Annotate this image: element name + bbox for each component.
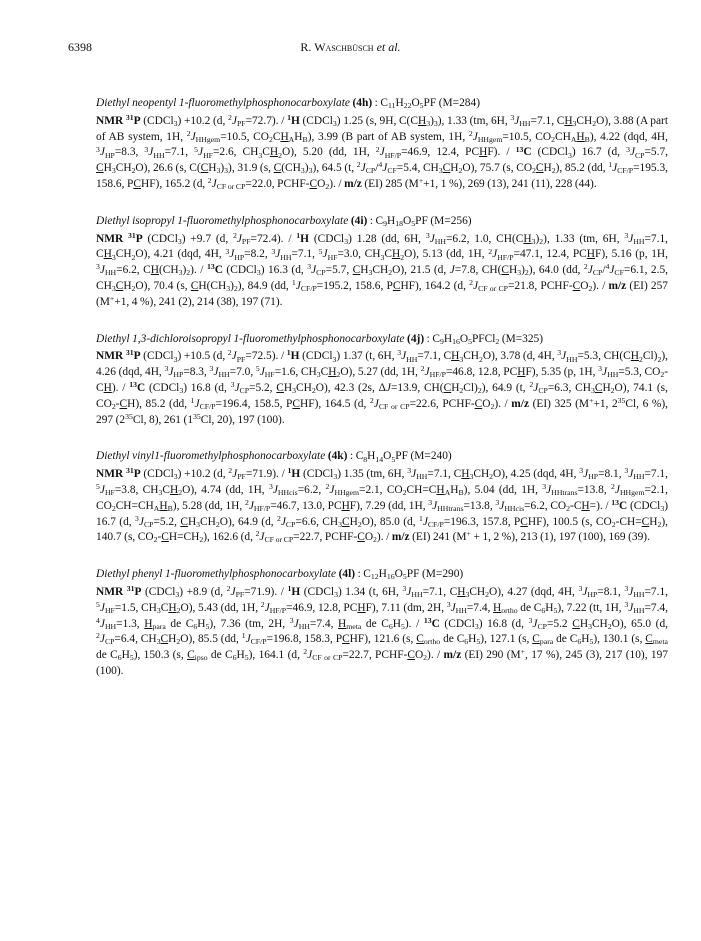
compound-entry-4h: [96, 96, 668, 193]
spectral-data: NMR $^{31}$P (CDCl$_3$) +8.9 (d, $^2J_{PF}=71.9$). / $^1$H (CDCl$_3$) 1.34 (t, 6H, $^3J_{HH}=7.1$, $CH_3CH_2O$), 4.27 (dqd, 4H, $^3J_{HP}=8.1$, $^3J_{HH}=7.1$, $^5J_{HF}=1.5$, $CH_3CH_2O$), 5.43 (dd, 1H, $^2J_{HF/P}=46.9$, 12.8, PCHF), 7.11 (dm, 2H, $^3J_{HH}=7.4$, $H_{ortho}$ de $C_6H_5$), 7.22 (tt, 1H, $^3J_{HH}=7.4$, $^4J_{HH}=1.3$, $H_{para}$ de $C_6H_5$), 7.36 (tm, 2H, $^3J_{HH}=7.4$, $H_{meta}$ de $C_6H_5$). / $^{13}$C (CDCl$_3$) 16.8 (d, $^3J_{CP}=5.2$ $CH_3CH_2O$), 65.0 (d, $^2J_{CP}=6.4$, $CH_3CH_2O$), 85.5 (dd, $^1J_{CF/P}=196.8$, 158.3, PCHF), 121.6 (s, $C_{ortho}$ de $C_6H_5$), 127.1 (s, $C_{para}$ de $C_6H_5$), 130.1 (s, $C_{meta}$ de $C_6H_5$), 150.3 (s, $C_{ipso}$ de $C_6H_5$), 164.1 (d, $^2J_{CF or CP}=22.7$, PCHF-$CO_2$). / m/z (EI) 290 (M+, 17 %), 245 (3), 217 (10), 197 (100).: [96, 584, 668, 677]
compound-title: Diethyl isopropyl 1-fluoromethylphosphonocarboxylate (4i) : $C_9H_{18}O_5PF$ (M=256): [96, 214, 472, 228]
spectral-data: NMR $^{31}$P (CDCl$_3$) +10.2 (d, $^2J_{PF}=72.7$). / $^1$H (CDCl$_3$) 1.25 (s, 9H, $C(CH_3)_3$), 1.33 (tm, 6H, $^3J_{HH}=7.1$, $CH_3CH_2O$), 3.88 (A part of AB system, 1H, $^2J_{HHgem}=10.5$, $CO_2CH_AH_B$), 3.99 (B part of AB system, 1H, $^2J_{HHgem}=10.5$, $CO_2CH_AH_B$), 4.22 (dqd, 4H, $^3J_{HP}=8.3$, $^3J_{HH}=7.1$, $^5J_{HF}=2.6$, $CH_3CH_2O$), 5.20 (dd, 1H, $^2J_{HF/P}=46.9$, 12.4, PCHF). / $^{13}$C (CDCl$_3$) 16.7 (d, $^3J_{CP}=5.7$, $CH_3CH_2O$), 26.6 (s, $C(CH_3)_3$), 31.9 (s, $C(CH_3)_3$), 64.5 (t, $^2J_{CP}/^4J_{CF}=5.4$, $CH_3CH_2O$), 75.7 (s, $CO_2CH_2$), 85.2 (dd, $^1J_{CF/P}=195.3$, 158.6, PCHF), 165.2 (d, $^2J_{CF or CP}=22.0$, PCHF-$CO_2$). / m/z (EI) 285 (M++1, 1 %), 269 (13), 241 (11), 228 (44).: [96, 112, 669, 192]
compound-entry-4j: [96, 332, 668, 429]
spectral-data: NMR $^{31}$P (CDCl$_3$) +10.2 (d, $^2J_{PF}=71.9$). / $^1$H (CDCl$_3$) 1.35 (tm, 6H, $^3J_{HH}=7.1$, $CH_3CH_2O$), 4.25 (dqd, 4H, $^3J_{HP}=8.1$, $^3J_{HH}=7.1$, $^5J_{HF}=3.8$, $CH_3CH_2O$), 4.74 (dd, 1H, $^3J_{HHcis}=6.2$, $^2J_{HHgem}=2.1$, $CO_2CH=CH_AH_B$), 5.04 (dd, 1H, $^3J_{HHtrans}=13.8$, $^2J_{HHgem}=2.1$, $CO_2CH=CH_AH_B$), 5.28 (dd, 1H, $^2J_{HF/P}=46.7$, 13.0, PCHF), 7.29 (dd, 1H, $^3J_{HHtrans}=13.8$, $^3J_{HHcis}=6.2$, $CO_2-CH=$). / $^{13}$C (CDCl$_3$) 16.7 (d, $^3J_{CP}=5.2$, $CH_3CH_2O$), 64.9 (d, $^2J_{CP}=6.6$, $CH_3CH_2O$), 85.0 (d, $^1J_{CF/P}=196.3$, 157.8, PCHF), 100.5 (s, $CO_2-CH=CH_2$), 140.7 (s, $CO_2-CH=CH_2$), 162.6 (d, $^2J_{CF or CP}=22.7$, PCHF-$CO_2$). / m/z (EI) 241 (M+ + 1, 2 %), 213 (1), 197 (100), 169 (39).: [96, 466, 669, 545]
spectral-data: NMR $^{31}$P (CDCl$_3$) +10.5 (d, $^2J_{PF}=72.5$). / $^1$H (CDCl$_3$) 1.37 (t, 6H, $^3J_{HH}=7.1$, $CH_3CH_2O$), 3.78 (d, 4H, $^3J_{HH}=5.3$, $CH(CH_2Cl)_2$), 4.26 (dqd, 4H, $^3J_{HP}=8.3$, $^3J_{HH}=7.0$, $^5J_{HF}=1.6$, $CH_3CH_2O$), 5.27 (dd, 1H, $^2J_{HF/P}=46.8$, 12.8, PCHF), 5.35 (p, 1H, $^3J_{HH}=5.3$, $CO_2-CH$). / $^{13}$C (CDCl$_3$) 16.8 (d, $^3J_{CP}=5.2$, $CH_3CH_2O$), 42.3 (2s, ΔJ=13.9, $CH(CH_2Cl)_2$), 64.9 (t, $^2J_{CP}=6.3$, $CH_3CH_2O$), 74.1 (s, $CO_2-CH$), 85.2 (dd, $^1J_{CF/P}=196.4$, 158.5, PCHF), 164.5 (d, $^2J_{CF or CP}=22.6$, PCHF-$CO_2$). / m/z (EI) 325 (M++1, $2^{35}Cl$, 6 %), 297 ($2^{35}Cl$, 8), 261 ($1^{35}Cl$, 20), 197 (100).: [96, 348, 668, 426]
compound-name: Diethyl neopentyl 1-fluoromethylphosphonocarboxylate: [96, 97, 350, 109]
compound-code: (4i): [350, 214, 368, 227]
compound-title: Diethyl phenyl 1-fluoromethylphosphonocarboxylate (4l) : $C_{12}H_{16}O_5PF$ (M=290): [96, 568, 464, 582]
compound-name: Diethyl vinyl1-fluoromethylphosphonocarboxylate: [96, 450, 326, 463]
spectral-data: NMR $^{31}$P (CDCl$_3$) +9.7 (d, $^2J_{PF}=72.4$). / $^1$H (CDCl$_3$) 1.28 (dd, 6H, $^3J_{HH}=6.2$, 1.0, $CH(CH_3)_2$), 1.33 (tm, 6H, $^3J_{HH}=7.1$, $CH_3CH_2O$), 4.21 (dqd, 4H, $^3J_{HP}=8.2$, $^3J_{HH}=7.1$, $^5J_{HF}=3.0$, $CH_3CH_2O$), 5.13 (dd, 1H, $^2J_{HF/P}=47.1$, 12.4, PCHF), 5.16 (p, 1H, $^3J_{HH}=6.2$, $CH(CH_3)_2$). / $^{13}$C (CDCl$_3$) 16.3 (d, $^3J_{CP}=5.7$, $CH_3CH_2O$), 21.5 (d, J=7.8, $CH(CH_3)_2$), 64.0 (dd, $^2J_{CP}/^4J_{CF}=6.1$, 2.5, $CH_3CH_2O$), 70.4 (s, $CH(CH_3)_2$), 84.9 (dd, $^1J_{CF/P}=195.2$, 158.6, PCHF), 164.2 (d, $^2J_{CF or CP}=21.8$, PCHF-$CO_2$). / m/z (EI) 257 (M++1, 4 %), 241 (2), 214 (38), 197 (71).: [96, 230, 669, 308]
compound-title: Diethyl vinyl1-fluoromethylphosphonocarboxylate (4k) : $C_8H_{14}O_5PF$ (M=240): [96, 450, 452, 464]
page-number: 6398: [68, 40, 92, 54]
compound-entry-4l: [96, 567, 668, 680]
running-header: [52, 40, 649, 56]
compound-code: (4j): [407, 332, 425, 345]
compound-name: Diethyl 1,3-dichloroisopropyl 1-fluoromethylphosphonocarboxylate: [96, 332, 405, 345]
compound-code: (4k): [327, 450, 348, 463]
compound-title: Diethyl 1,3-dichloroisopropyl 1-fluoromethylphosphonocarboxylate (4j) : $C_9H_{16}O_5PFCl_2$ (M=325): [96, 332, 544, 346]
compound-code: (4h): [352, 97, 373, 109]
compound-entry-4i: [96, 214, 668, 311]
compound-name: Diethyl isopropyl 1-fluoromethylphosphonocarboxylate: [96, 214, 349, 227]
running-title: R. Waschbüsch et al.: [300, 40, 401, 54]
compound-code: (4l): [338, 568, 356, 581]
compound-title: Diethyl neopentyl 1-fluoromethylphosphonocarboxylate (4h) : $C_{11}H_{22}O_5PF$ (M=284): [96, 97, 480, 111]
compound-list: [96, 96, 668, 701]
compound-entry-4k: [96, 449, 668, 546]
compound-name: Diethyl phenyl 1-fluoromethylphosphonocarboxylate: [96, 568, 337, 581]
